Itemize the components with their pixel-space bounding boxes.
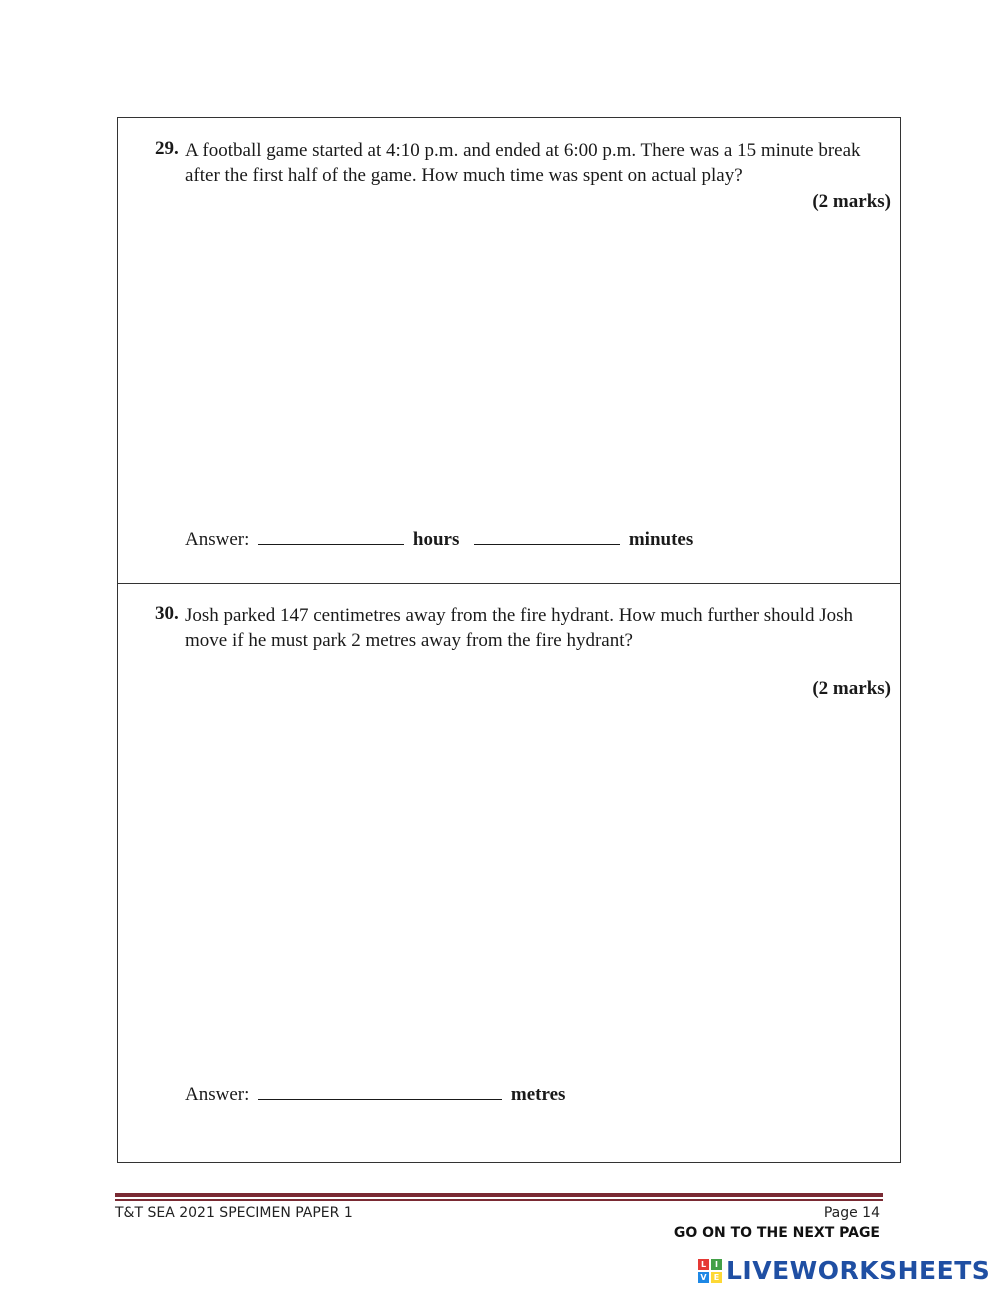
metres-unit: metres [510, 1084, 566, 1105]
marks-label: (2 marks) [812, 678, 891, 699]
hours-unit: hours [412, 529, 460, 550]
logo-letter: L [698, 1259, 709, 1270]
question-text [185, 138, 885, 188]
hours-answer-blank[interactable] [258, 527, 404, 545]
question-30-box [117, 583, 901, 1163]
liveworksheets-logo[interactable] [698, 1256, 990, 1285]
logo-grid-icon [698, 1259, 722, 1283]
minutes-answer-blank[interactable] [474, 527, 620, 545]
answer-label: Answer: [185, 1084, 250, 1105]
logo-letter: V [698, 1272, 709, 1283]
logo-text: LIVEWORKSHEETS [726, 1256, 991, 1285]
page-number: Page 14 [823, 1205, 880, 1221]
footer-divider-thin [115, 1199, 883, 1201]
question-line: A football game started at 4:10 p.m. and ended at 6:00 p.m. There was a 15 minute break [185, 140, 861, 161]
footer-divider [115, 1193, 883, 1197]
question-line: after the first half of the game. How much time was spent on actual play? [185, 165, 743, 186]
paper-title: T&T SEA 2021 SPECIMEN PAPER 1 [115, 1205, 353, 1221]
logo-letter: E [711, 1272, 722, 1283]
question-number: 30. [155, 603, 179, 624]
logo-letter: I [711, 1259, 722, 1270]
answer-row [185, 1082, 565, 1106]
metres-answer-blank[interactable] [258, 1082, 502, 1100]
minutes-unit: minutes [628, 529, 694, 550]
question-line: move if he must park 2 metres away from the fire hydrant? [185, 630, 633, 651]
question-29-box [117, 117, 901, 584]
next-page-notice: GO ON TO THE NEXT PAGE [673, 1225, 880, 1241]
answer-row [185, 527, 693, 551]
question-text [185, 603, 885, 653]
answer-label: Answer: [185, 529, 250, 550]
question-number: 29. [155, 138, 179, 159]
marks-label: (2 marks) [812, 191, 891, 212]
question-line: Josh parked 147 centimetres away from the fire hydrant. How much further should Josh [185, 605, 853, 626]
